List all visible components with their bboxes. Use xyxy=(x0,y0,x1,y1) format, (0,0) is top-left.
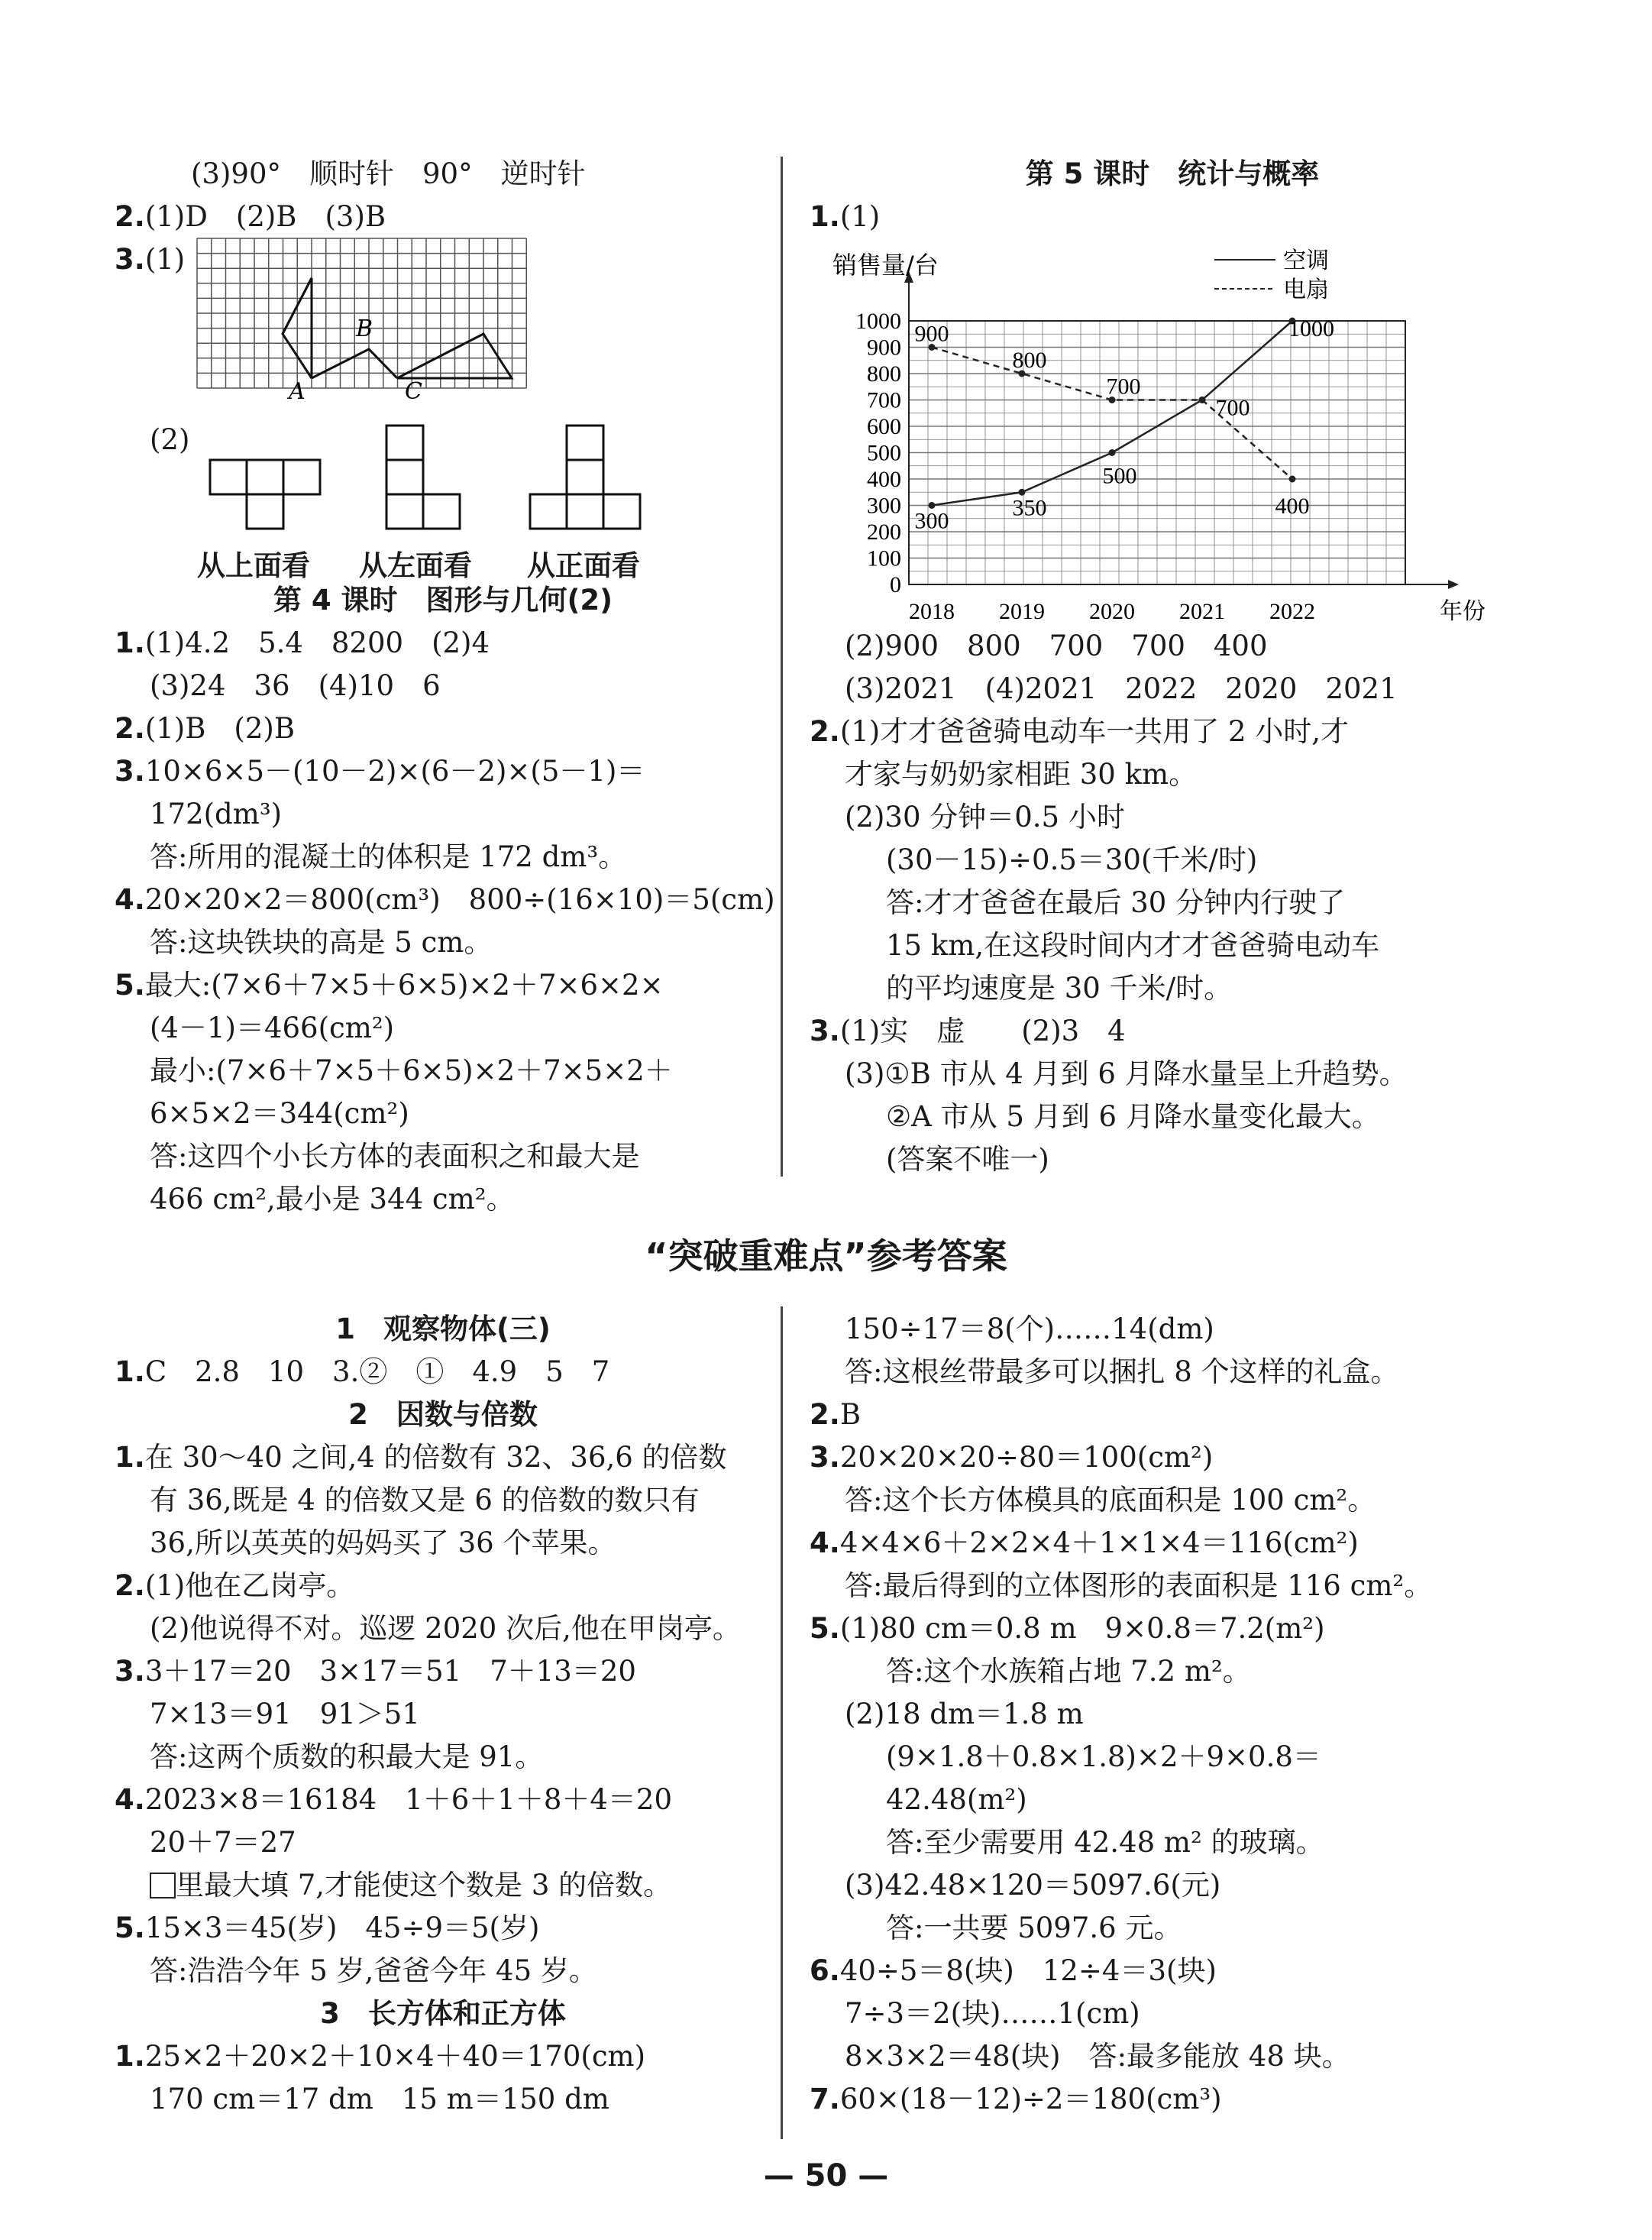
column-divider-top xyxy=(781,157,783,1177)
answer-line: (3)90° 顺时针 90° 逆时针 xyxy=(191,157,586,190)
lesson-title: 第 4 课时 图形与几何(2) xyxy=(273,584,613,617)
y-tick-label: 600 xyxy=(867,414,901,439)
answer-line: 170 cm＝17 dm 15 m＝150 dm xyxy=(150,2083,609,2115)
answer-line: 答:这根丝带最多可以捆扎 8 个这样的礼盒。 xyxy=(845,1355,1399,1388)
x-tick-label: 2019 xyxy=(999,599,1045,624)
answer-line: 答:一共要 5097.6 元。 xyxy=(886,1911,1182,1944)
question-number: 1. xyxy=(115,1441,145,1474)
answer-line: 答:这四个小长方体的表面积之和最大是 xyxy=(150,1140,640,1173)
answer-line: 答:最后得到的立体图形的表面积是 116 cm²。 xyxy=(845,1569,1433,1602)
answer-line: (3)24 36 (4)10 6 xyxy=(150,669,441,702)
answer-line: 15×3＝45(岁) 45÷9＝5(岁) xyxy=(144,1911,540,1944)
question-number: 4. xyxy=(115,883,145,916)
sales-line-chart xyxy=(825,237,1486,634)
view-caption-left: 从左面看 xyxy=(359,549,472,582)
answer-line: 6×5×2＝344(cm²) xyxy=(150,1097,409,1130)
question-number: 5. xyxy=(115,969,145,1002)
question-number: 2. xyxy=(115,712,145,745)
answer-line: (4－1)＝466(cm²) xyxy=(150,1012,395,1044)
lesson-title: 第 5 课时 统计与概率 xyxy=(1025,157,1320,190)
y-tick-label: 400 xyxy=(867,467,901,492)
question-number: 1. xyxy=(115,626,145,659)
answer-line: 答:这个长方体模具的底面积是 100 cm²。 xyxy=(845,1484,1376,1517)
x-axis-arrow xyxy=(1448,580,1459,589)
y-tick-label: 800 xyxy=(867,361,901,387)
answer-line: 40÷5＝8(块) 12÷4＝3(块) xyxy=(839,1954,1217,1987)
answer-line: 10×6×5－(10－2)×(6－2)×(5－1)＝ xyxy=(144,755,645,788)
question-number: 3. xyxy=(810,1441,840,1474)
view-caption-front: 从正面看 xyxy=(527,549,640,582)
answer-line: 172(dm³) xyxy=(150,798,283,830)
question-number: 2. xyxy=(115,200,145,233)
data-label: 1000 xyxy=(1288,316,1334,342)
blank-box xyxy=(150,1873,176,1898)
right-top-column-b xyxy=(810,625,1543,1181)
right-top-column xyxy=(810,153,1535,238)
unit-heading: 3 长方体和正方体 xyxy=(320,1997,566,2030)
section-title: “突破重难点”参考答案 xyxy=(645,1235,1007,1277)
data-label: 350 xyxy=(1012,495,1047,521)
x-tick-label: 2022 xyxy=(1269,599,1315,624)
answer-line: 3＋17＝20 3×17＝51 7＋13＝20 xyxy=(144,1655,636,1688)
answer-line: 答:所用的混凝土的体积是 172 dm³。 xyxy=(150,840,627,873)
data-label: 900 xyxy=(914,321,949,347)
x-tick-label: 2020 xyxy=(1089,599,1135,624)
answer-line: (1)B (2)B xyxy=(144,712,296,745)
answer-line: 2023×8＝16184 1＋6＋1＋8＋4＝20 xyxy=(144,1783,673,1816)
answer-line: B xyxy=(839,1398,862,1431)
question-number: 1. xyxy=(115,2040,145,2073)
answer-line: 答:才才爸爸在最后 30 分钟内行驶了 xyxy=(886,886,1346,919)
answer-line: 466 cm²,最小是 344 cm²。 xyxy=(150,1183,515,1215)
answer-line: (3)42.48×120＝5097.6(元) xyxy=(845,1869,1221,1902)
y-tick-label: 200 xyxy=(867,520,901,545)
question-number: 6. xyxy=(810,1954,840,1987)
data-label: 700 xyxy=(1106,374,1141,400)
answer-line: (2)他说得不对。巡逻 2020 次后,他在甲岗亭。 xyxy=(150,1612,741,1645)
answer-line: 里最大填 7,才能使这个数是 3 的倍数。 xyxy=(176,1869,672,1902)
answer-line: 答:这两个质数的积最大是 91。 xyxy=(150,1740,544,1773)
answer-line: (2)30 分钟＝0.5 小时 xyxy=(845,801,1125,834)
answer-line: 最小:(7×6＋7×5＋6×5)×2＋7×5×2＋ xyxy=(150,1054,673,1087)
answer-line: 有 36,既是 4 的倍数又是 6 的倍数的数只有 xyxy=(150,1484,700,1517)
data-label: 800 xyxy=(1012,348,1047,373)
right-bottom-column xyxy=(810,1308,1543,2121)
answer-line: 答:这个水族箱占地 7.2 m²。 xyxy=(886,1655,1251,1688)
answer-line: (30－15)÷0.5＝30(千米/时) xyxy=(886,843,1258,876)
x-axis-label: 年份 xyxy=(1440,598,1486,625)
data-point xyxy=(1199,397,1206,403)
data-label: 300 xyxy=(914,508,949,534)
unit-heading: 1 观察物体(三) xyxy=(335,1313,551,1345)
answer-line: 答:浩浩今年 5 岁,爸爸今年 45 岁。 xyxy=(150,1954,597,1987)
y-tick-label: 500 xyxy=(867,440,901,466)
answer-line: 25×2＋20×2＋10×4＋40＝170(cm) xyxy=(144,2040,646,2073)
answer-line: (2)18 dm＝1.8 m xyxy=(845,1698,1084,1730)
question-number: 4. xyxy=(810,1526,840,1559)
answer-line: 的平均速度是 30 千米/时。 xyxy=(886,972,1233,1005)
question-number: 7. xyxy=(810,2083,840,2115)
data-point xyxy=(1109,449,1116,456)
answer-line: 8×3×2＝48(块) 答:最多能放 48 块。 xyxy=(845,2040,1350,2073)
answer-line: (1)4.2 5.4 8200 (2)4 xyxy=(144,626,490,659)
question-number: 5. xyxy=(810,1612,840,1645)
question-number: 5. xyxy=(115,1911,145,1944)
left-bottom-column xyxy=(115,1308,771,2121)
data-label: 400 xyxy=(1275,494,1310,519)
data-label: 700 xyxy=(1215,395,1250,421)
answer-line: (1)D (2)B (3)B xyxy=(144,200,386,233)
y-tick-label: 0 xyxy=(890,572,901,597)
answer-line: 20×20×20÷80＝100(cm²) xyxy=(839,1441,1214,1474)
three-views-figure xyxy=(206,413,787,535)
lesson4-column xyxy=(115,579,775,1221)
answer-line: 最大:(7×6＋7×5＋6×5)×2＋7×6×2× xyxy=(144,969,664,1002)
question-number: 2. xyxy=(810,1398,840,1431)
question-number: 2. xyxy=(115,1569,145,1602)
answer-line: 20＋7＝27 xyxy=(150,1826,296,1859)
y-axis-label: 销售量/台 xyxy=(832,251,939,280)
answer-line: 36,所以英英的妈妈买了 36 个苹果。 xyxy=(150,1526,616,1559)
answer-line: C 2.8 10 3.② ① 4.9 5 7 xyxy=(144,1355,610,1388)
grid-label-b: B xyxy=(356,316,373,342)
question-number: 1. xyxy=(115,1355,145,1388)
answer-line: (1) xyxy=(144,243,186,276)
answer-line: 7÷3＝2(块)……1(cm) xyxy=(845,1997,1140,2030)
answer-line: 20×20×2＝800(cm³) 800÷(16×10)＝5(cm) xyxy=(144,883,775,916)
answer-line: 15 km,在这段时间内才才爸爸骑电动车 xyxy=(886,929,1380,962)
grid-label-c: C xyxy=(405,378,422,405)
x-tick-label: 2018 xyxy=(909,599,955,624)
question-number: 3. xyxy=(115,1655,145,1688)
question-number: 3. xyxy=(115,755,145,788)
page-number: — 50 — xyxy=(763,2158,889,2193)
answer-line: (2) xyxy=(150,423,190,456)
answer-line: (答案不唯一) xyxy=(886,1143,1049,1176)
y-tick-label: 700 xyxy=(867,387,901,413)
y-tick-label: 100 xyxy=(867,545,901,571)
grid-label-a: A xyxy=(289,378,306,405)
view-caption-top: 从上面看 xyxy=(197,549,310,582)
answer-line: (1) xyxy=(839,200,881,233)
left-top-column-b xyxy=(115,419,206,461)
answer-line: (9×1.8＋0.8×1.8)×2＋9×0.8＝ xyxy=(886,1740,1321,1773)
data-point xyxy=(1289,476,1296,483)
answer-line: (1)才才爸爸骑电动车一共用了 2 小时,才 xyxy=(839,715,1350,748)
question-number: 4. xyxy=(115,1783,145,1816)
answer-line: ②A 市从 5 月到 6 月降水量变化最大。 xyxy=(886,1100,1380,1133)
answer-line: (2)900 800 700 700 400 xyxy=(845,630,1268,662)
unit-heading: 2 因数与倍数 xyxy=(348,1398,538,1431)
answer-line: 才家与奶奶家相距 30 km。 xyxy=(845,758,1198,791)
answer-line: 150÷17＝8(个)……14(dm) xyxy=(845,1313,1214,1345)
data-label: 500 xyxy=(1102,463,1137,489)
grid-figure xyxy=(197,238,525,414)
answer-line: (1)他在乙岗亭。 xyxy=(144,1569,355,1602)
answer-line: 42.48(m²) xyxy=(886,1783,1027,1816)
answer-line: 在 30～40 之间,4 的倍数有 32、36,6 的倍数 xyxy=(144,1441,727,1474)
y-tick-label: 300 xyxy=(867,493,901,519)
answer-line: 60×(18－12)÷2＝180(cm³) xyxy=(839,2083,1222,2115)
x-tick-label: 2021 xyxy=(1179,599,1225,624)
question-number: 3. xyxy=(810,1015,840,1047)
legend-label: 电扇 xyxy=(1283,277,1329,303)
answer-line: (3)①B 市从 4 月到 6 月降水量呈上升趋势。 xyxy=(845,1057,1408,1090)
answer-line: 答:这块铁块的高是 5 cm。 xyxy=(150,926,493,959)
answer-line: 7×13＝91 91＞51 xyxy=(150,1698,420,1730)
answer-line: (1)80 cm＝0.8 m 9×0.8＝7.2(m²) xyxy=(839,1612,1325,1645)
question-number: 2. xyxy=(810,715,840,748)
answer-line: (3)2021 (4)2021 2022 2020 2021 xyxy=(845,672,1398,705)
y-tick-label: 1000 xyxy=(855,309,901,334)
legend-label: 空调 xyxy=(1283,248,1329,274)
y-tick-label: 900 xyxy=(867,335,901,361)
column-divider-bottom xyxy=(781,1306,783,2139)
answer-line: (1)实 虚 (2)3 4 xyxy=(839,1015,1126,1047)
question-number: 1. xyxy=(810,200,840,233)
answer-line: 4×4×6＋2×2×4＋1×1×4＝116(cm²) xyxy=(839,1526,1359,1559)
answer-line: 答:至少需要用 42.48 m² 的玻璃。 xyxy=(886,1826,1324,1859)
question-number: 3. xyxy=(115,243,145,276)
